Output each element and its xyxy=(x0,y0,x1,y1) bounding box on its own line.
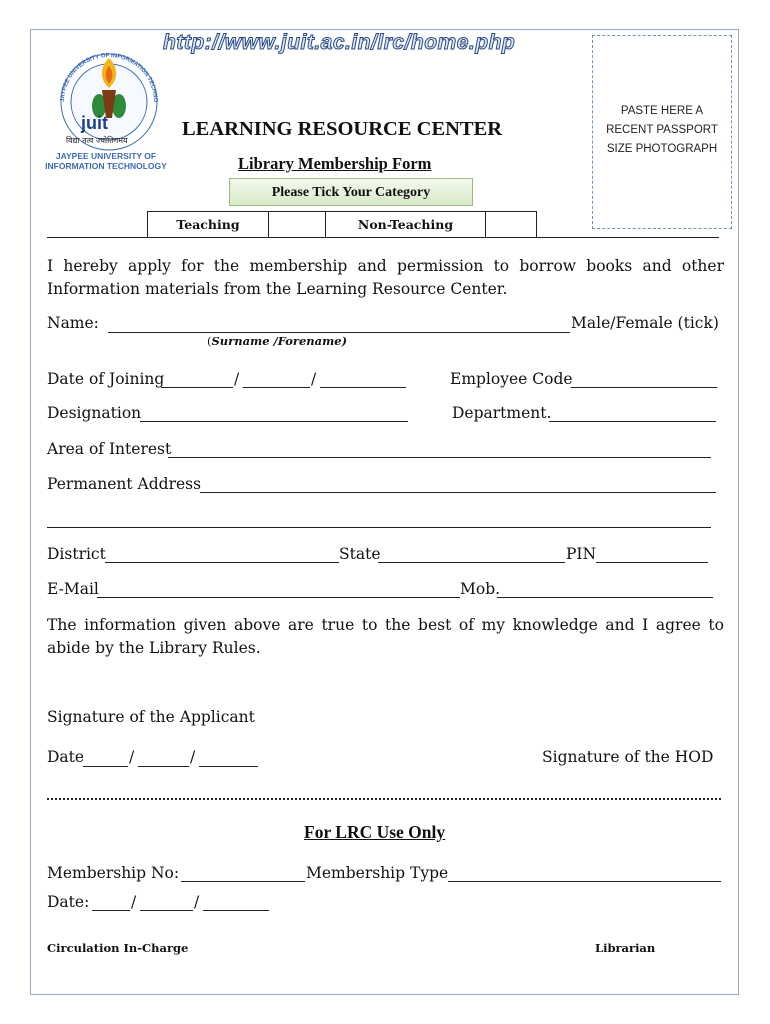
page-title: LEARNING RESOURCE CENTER xyxy=(182,118,503,140)
joining-slash-1: / xyxy=(234,370,240,388)
name-label: Name: xyxy=(47,314,99,332)
dotted-separator xyxy=(47,798,721,800)
logo-ring-text: JAYPEE UNIVERSITY OF INFORMATION TECHNO xyxy=(59,52,159,103)
lrc-date-year-field[interactable] xyxy=(203,910,269,911)
district-label: District xyxy=(47,545,106,563)
pin-field[interactable] xyxy=(596,562,708,563)
joining-day-field[interactable] xyxy=(161,387,233,388)
logo-caption-line1: JAYPEE UNIVERSITY OF xyxy=(55,151,157,161)
category-nonteaching-label: Non-Teaching xyxy=(325,211,486,238)
logo-hindi-motto: विद्या तत्व ज्योतिगमय xyxy=(66,136,128,145)
employee-code-field[interactable] xyxy=(571,387,717,388)
membership-no-field[interactable] xyxy=(181,881,305,882)
gender-label: Male/Female (tick) xyxy=(571,314,719,332)
date-of-joining-label: Date of Joining xyxy=(47,370,165,388)
mobile-field[interactable] xyxy=(497,597,713,598)
pin-label: PIN xyxy=(566,545,597,563)
category-nonteaching-checkbox[interactable] xyxy=(485,211,537,238)
email-label: E-Mail xyxy=(47,580,99,598)
joining-month-field[interactable] xyxy=(243,387,310,388)
lrc-date-month-field[interactable] xyxy=(140,910,193,911)
photo-placeholder xyxy=(592,35,732,229)
membership-no-label: Membership No: xyxy=(47,864,180,882)
category-prompt: Please Tick Your Category xyxy=(229,178,473,206)
form-subtitle: Library Membership Form xyxy=(238,154,432,173)
category-teaching-label: Teaching xyxy=(147,211,269,238)
district-field[interactable] xyxy=(105,562,339,563)
lrc-section-heading: For LRC Use Only xyxy=(304,822,446,842)
name-hint-text: Surname /Forename) xyxy=(211,334,348,348)
photo-line1: PASTE HERE A xyxy=(620,105,704,117)
state-label: State xyxy=(339,545,381,563)
circulation-incharge-label: Circulation In-Charge xyxy=(47,941,189,955)
applicant-date-month-field[interactable] xyxy=(138,766,189,767)
photo-line3: SIZE PHOTOGRAPH xyxy=(606,143,718,155)
hod-signature-label: Signature of the HOD xyxy=(542,748,714,766)
area-of-interest-label: Area of Interest xyxy=(47,440,172,458)
intro-paragraph: I hereby apply for the membership and permission to borrow books and other Information materials from the Learning Resource Center. xyxy=(47,257,724,298)
employee-code-label: Employee Code xyxy=(450,370,573,388)
declaration-paragraph: The information given above are true to the best of my knowledge and I agree to abide by the Library Rules. xyxy=(47,616,724,657)
librarian-label: Librarian xyxy=(595,941,656,955)
name-hint xyxy=(207,334,347,348)
joining-year-field[interactable] xyxy=(320,387,406,388)
applicant-date-slash-2: / xyxy=(190,748,196,766)
photo-line2: RECENT PASSPORT xyxy=(606,124,718,136)
applicant-date-day-field[interactable] xyxy=(83,766,128,767)
applicant-date-slash-1: / xyxy=(129,748,135,766)
lrc-date-slash-2: / xyxy=(194,893,200,911)
permanent-address-field-line2[interactable] xyxy=(47,527,711,528)
category-rule-right xyxy=(537,237,719,238)
category-teaching-checkbox[interactable] xyxy=(268,211,326,238)
department-field[interactable] xyxy=(549,421,716,422)
designation-field[interactable] xyxy=(140,421,408,422)
permanent-address-field[interactable] xyxy=(200,492,716,493)
name-hint-paren: ( xyxy=(207,334,212,348)
applicant-signature-label: Signature of the Applicant xyxy=(47,708,255,726)
lrc-date-day-field[interactable] xyxy=(92,910,130,911)
applicant-date-label: Date xyxy=(47,748,85,766)
state-field[interactable] xyxy=(378,562,565,563)
logo-caption xyxy=(38,151,174,171)
permanent-address-label: Permanent Address xyxy=(47,475,202,493)
lrc-date-slash-1: / xyxy=(131,893,137,911)
name-field[interactable] xyxy=(108,332,570,333)
logo-wordmark: juit xyxy=(81,113,108,133)
department-label: Department. xyxy=(452,404,552,422)
mobile-label: Mob. xyxy=(460,580,501,598)
email-field[interactable] xyxy=(97,597,460,598)
designation-label: Designation xyxy=(47,404,142,422)
joining-slash-2: / xyxy=(311,370,317,388)
area-of-interest-field[interactable] xyxy=(168,457,711,458)
lrc-url-banner: http://www.juit.ac.in/lrc/home.php xyxy=(163,31,516,54)
membership-type-field[interactable] xyxy=(448,881,721,882)
membership-type-label: Membership Type xyxy=(306,864,449,882)
lrc-date-label: Date: xyxy=(47,893,90,911)
category-rule-left xyxy=(47,237,147,238)
applicant-date-year-field[interactable] xyxy=(199,766,258,767)
logo-caption-line2: INFORMATION TECHNOLOGY xyxy=(45,161,167,171)
